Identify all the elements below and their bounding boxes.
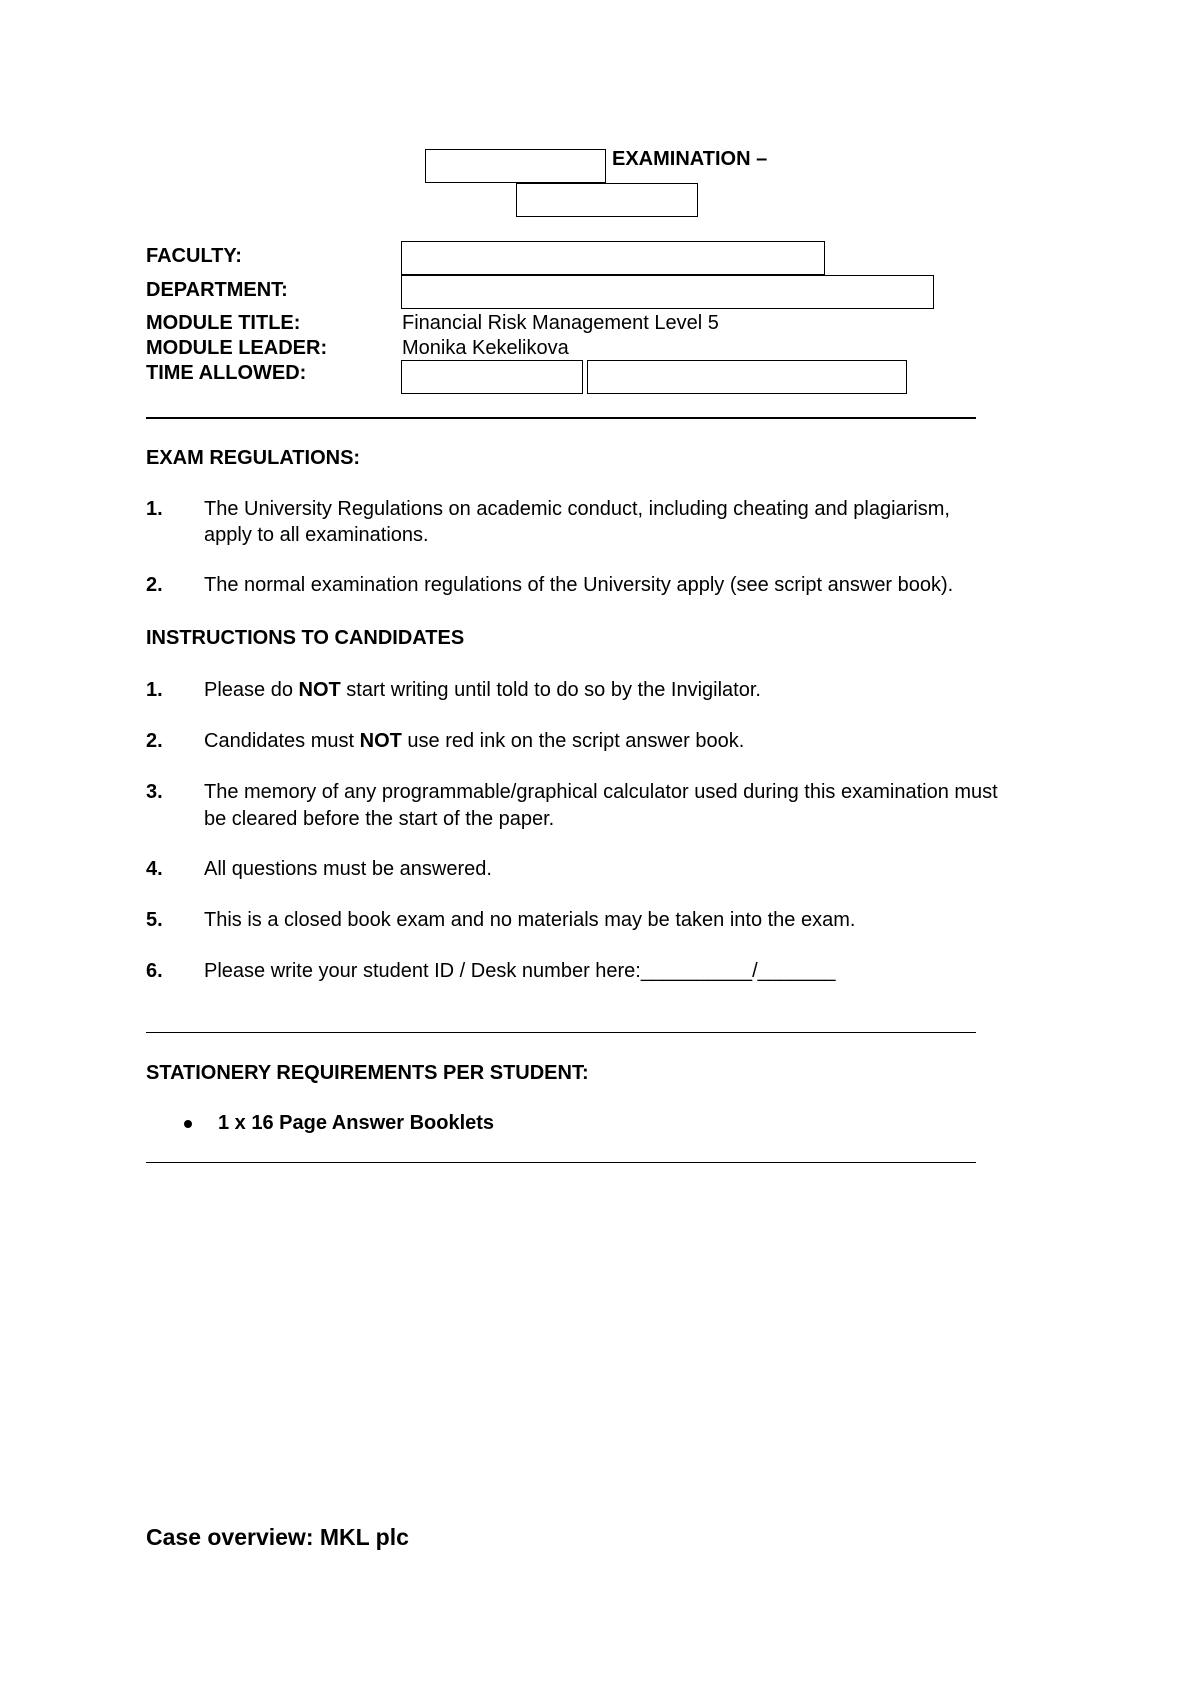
module-title-label: MODULE TITLE: bbox=[146, 312, 301, 334]
instruction-text: Please do NOT start writing until told to do so by the Invigilator. bbox=[204, 679, 761, 701]
stationery-heading: STATIONERY REQUIREMENTS PER STUDENT: bbox=[146, 1062, 589, 1084]
instruction-number: 5. bbox=[146, 909, 163, 931]
instruction-text-line: The memory of any programmable/graphical calculator used during this examination must bbox=[204, 781, 998, 803]
instruction-number: 6. bbox=[146, 960, 163, 982]
exam-year-box bbox=[516, 183, 698, 217]
divider-rule-3 bbox=[146, 1162, 976, 1163]
department-label: DEPARTMENT: bbox=[146, 279, 288, 301]
time-allowed-label: TIME ALLOWED: bbox=[146, 362, 307, 384]
instruction-number: 3. bbox=[146, 781, 163, 803]
student-id-prompt: Please write your student ID / Desk number here:__________/_______ bbox=[204, 960, 836, 982]
instruction-text: This is a closed book exam and no materials may be taken into the exam. bbox=[204, 909, 856, 931]
regulation-text-line: The normal examination regulations of the University apply (see script answer book). bbox=[204, 574, 954, 596]
divider-rule-1 bbox=[146, 417, 976, 419]
instruction-text: All questions must be answered. bbox=[204, 858, 492, 880]
instruction-text-line: be cleared before the start of the paper. bbox=[204, 808, 555, 830]
regulation-text-line: apply to all examinations. bbox=[204, 524, 429, 546]
regulation-text-line: The University Regulations on academic conduct, including cheating and plagiarism, bbox=[204, 498, 950, 520]
module-title-value: Financial Risk Management Level 5 bbox=[402, 312, 719, 334]
faculty-box bbox=[401, 241, 825, 275]
regulation-number: 1. bbox=[146, 498, 163, 520]
instruction-number: 2. bbox=[146, 730, 163, 752]
examination-label: EXAMINATION – bbox=[612, 148, 768, 170]
instruction-number: 4. bbox=[146, 858, 163, 880]
bullet-icon bbox=[184, 1120, 192, 1128]
case-overview-title: Case overview: MKL plc bbox=[146, 1524, 409, 1550]
divider-rule-2 bbox=[146, 1032, 976, 1033]
regulations-heading: EXAM REGULATIONS: bbox=[146, 447, 361, 469]
time-allowed-box-2 bbox=[587, 360, 907, 394]
department-box bbox=[401, 275, 934, 309]
instruction-text: Candidates must NOT use red ink on the script answer book. bbox=[204, 730, 745, 752]
exam-period-box bbox=[425, 149, 606, 183]
time-allowed-box-1 bbox=[401, 360, 583, 394]
module-leader-label: MODULE LEADER: bbox=[146, 337, 328, 359]
instruction-number: 1. bbox=[146, 679, 163, 701]
instructions-heading: INSTRUCTIONS TO CANDIDATES bbox=[146, 627, 465, 649]
stationery-item: 1 x 16 Page Answer Booklets bbox=[218, 1112, 495, 1134]
faculty-label: FACULTY: bbox=[146, 245, 242, 267]
module-leader-value: Monika Kekelikova bbox=[402, 337, 569, 359]
regulation-number: 2. bbox=[146, 574, 163, 596]
